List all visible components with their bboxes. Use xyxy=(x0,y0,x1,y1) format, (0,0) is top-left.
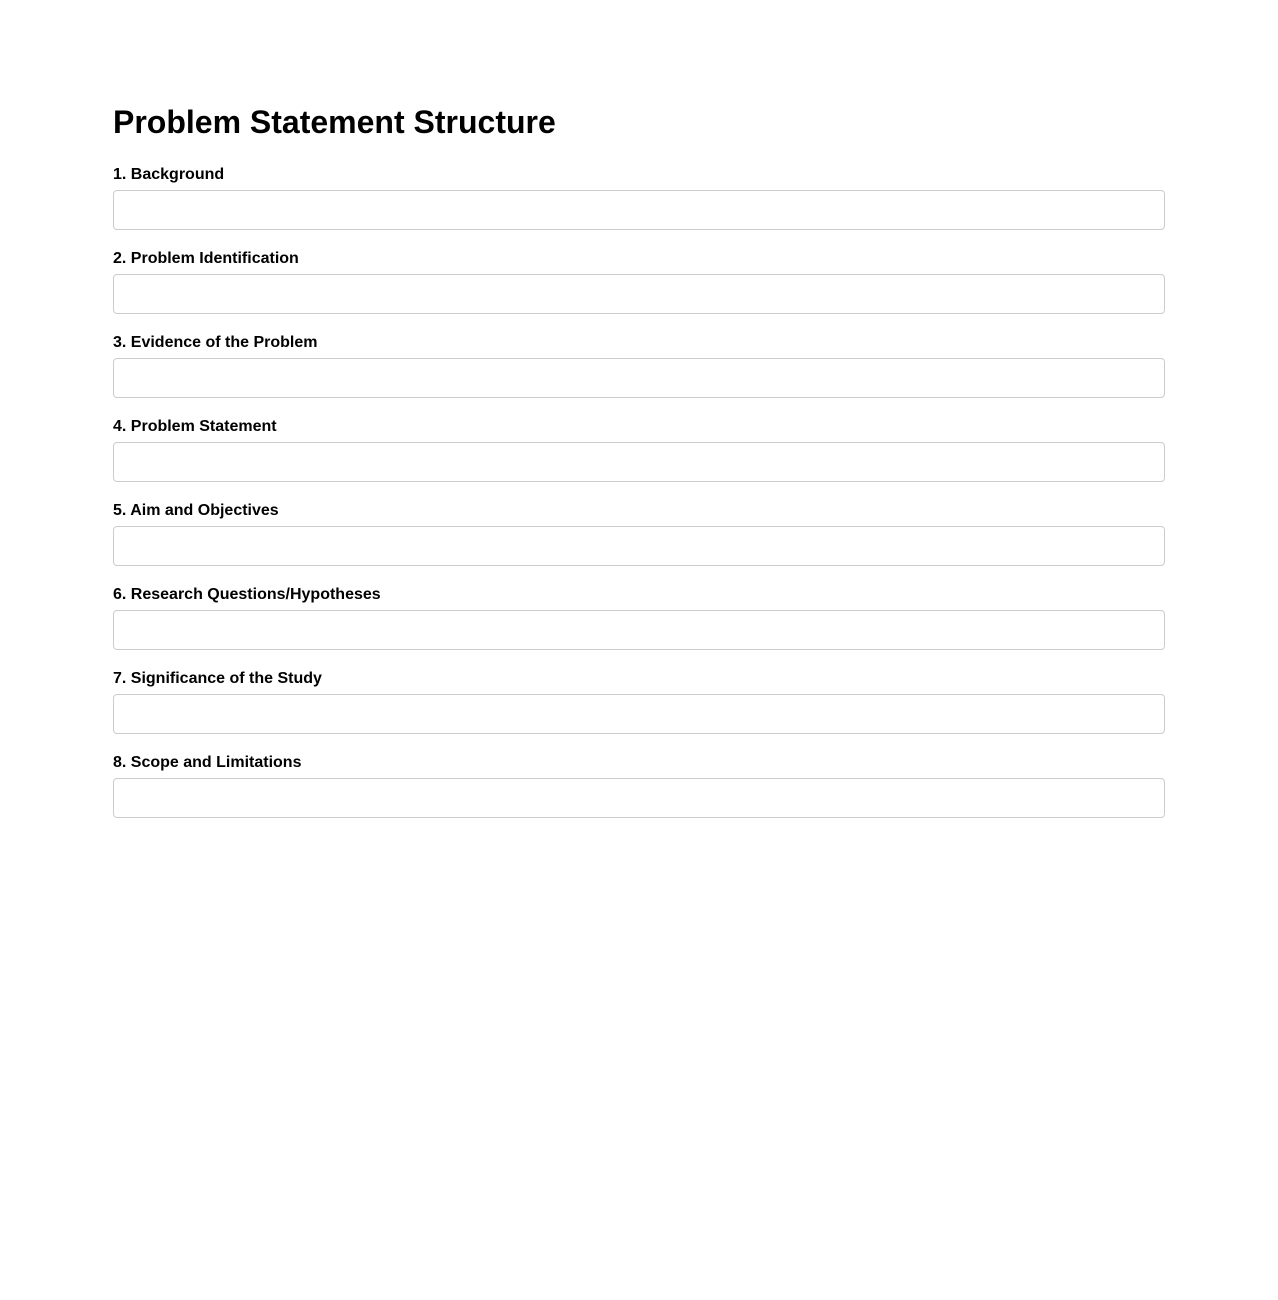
field-problem-identification xyxy=(113,250,1165,314)
significance-input[interactable] xyxy=(113,694,1165,734)
problem-identification-input[interactable] xyxy=(113,274,1165,314)
problem-identification-label: 2. Problem Identification xyxy=(113,250,299,267)
evidence-label: 3. Evidence of the Problem xyxy=(113,334,318,351)
scope-limitations-label: 8. Scope and Limitations xyxy=(113,754,302,771)
field-scope-limitations xyxy=(113,754,1165,818)
aim-objectives-input[interactable] xyxy=(113,526,1165,566)
form-container xyxy=(113,0,1165,818)
field-evidence xyxy=(113,334,1165,398)
background-label: 1. Background xyxy=(113,166,225,183)
field-research-questions xyxy=(113,586,1165,650)
significance-label: 7. Significance of the Study xyxy=(113,670,322,687)
research-questions-input[interactable] xyxy=(113,610,1165,650)
aim-objectives-label: 5. Aim and Objectives xyxy=(113,502,279,519)
research-questions-label: 6. Research Questions/Hypotheses xyxy=(113,586,381,603)
page-title: Problem Statement Structure xyxy=(113,104,556,140)
problem-statement-label: 4. Problem Statement xyxy=(113,418,277,435)
scope-limitations-input[interactable] xyxy=(113,778,1165,818)
field-significance xyxy=(113,670,1165,734)
evidence-input[interactable] xyxy=(113,358,1165,398)
field-problem-statement xyxy=(113,418,1165,482)
problem-statement-input[interactable] xyxy=(113,442,1165,482)
field-background xyxy=(113,166,1165,230)
background-input[interactable] xyxy=(113,190,1165,230)
field-aim-objectives xyxy=(113,502,1165,566)
